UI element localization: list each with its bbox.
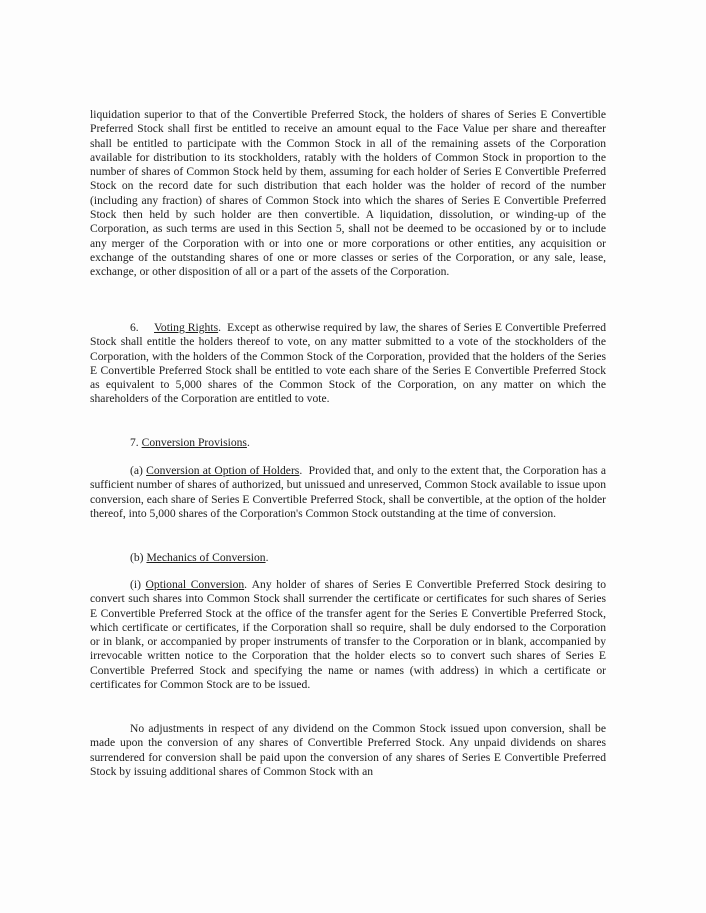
optional-conversion-paragraph [90,578,606,692]
optional-title: Optional Conversion [145,578,245,591]
conversion-option-section [90,464,606,521]
adjustments-text: No adjustments in respect of any dividend on the Common Stock issued upon conversion, shall be made upon the conversion of any shares of Convertible Preferred Stock. Any unpaid dividends on shares surrendered for conversion shall be paid upon the conversion of any shares of Series E Convertible Preferred Stock by issuing additional shares of Common Stock with an [90,722,606,778]
conversion-section-number: 7. [130,436,139,449]
option-title: Conversion at Option of Holders [146,464,300,477]
voting-rights-section [90,321,606,407]
mechanics-heading [90,551,606,565]
voting-rights-text: Except as otherwise required by law, the shares of Series E Convertible Preferred Stock shall entitle the holders thereof to vote, on any matter submitted to a vote of the stockholders of the Corporation, with the holders of the Common Stock of the Corporation, provided that the holders of the Series E Convertible Preferred Stock shall be entitled to vote each share of the Series E Convertible Preferred Stock as equivalent to 5,000 shares of the Common Stock of the Corporation, on any matter on which the shareholders of the Corporation are entitled to vote. [90,321,607,406]
option-title-punct: . [299,464,303,477]
conversion-section-title: Conversion Provisions [141,436,247,449]
mechanics-prefix: (b) [130,551,144,564]
conversion-provisions-heading [90,436,606,450]
mechanics-title: Mechanics of Conversion [146,551,266,564]
option-text: Provided that, and only to the extent that, the Corporation has a sufficient number of shares of authorized, but unissued and unreserved, Common Stock available to issue upon conversion, each share of Series E Convertible Preferred Stock, shall be convertible, at the option of the holder thereof, into 5,000 shares of the Corporation's Common Stock outstanding at the time of conversion. [90,464,607,520]
optional-prefix: (i) [130,578,141,591]
voting-section-title: Voting Rights [154,321,219,334]
optional-text: Any holder of shares of Series E Convertible Preferred Stock desiring to convert such shares into Common Stock shall surrender the certificate or certificates for such shares of Series E Convertible Preferred Stock at the office of the transfer agent for the Series E Convertible Preferred Stock, which certificate or certificates, if the Corporation shall so require, shall be duly endorsed to the Corporation or in blank, or accompanied by proper instruments of transfer to the Corporation or in blank, accompanied by irrevocable written notice to the Corporation that the holder elects so to convert such shares of Series E Convertible Preferred Stock and specifying the name or names (with address) in which a certificate or certificates for Common Stock are to be issued. [90,578,607,692]
adjustments-paragraph [90,722,606,779]
voting-rights-paragraph [90,321,606,407]
conversion-title-punct: . [246,436,250,449]
conversion-option-paragraph [90,464,606,521]
liquidation-text: liquidation superior to that of the Convertible Preferred Stock, the holders of shares of Series E Convertible Preferred Stock shall first be entitled to receive an amount equal to the Face Value per share and thereafter shall be entitled to participate with the Common Stock in all of the remaining assets of the Corporation available for distribution to its stockholders, ratably with the holders of Common Stock in proportion to the number of shares of Common Stock held by them, assuming for each holder of Series E Convertible Preferred Stock on the record date for such distribution that each holder was the holder of record of the number (including any fraction) of shares of Common Stock into which the shares of Series E Convertible Preferred Stock then held by such holder are then convertible. A liquidation, dissolution, or winding-up of the Corporation, as such terms are used in this Section 5, shall not be deemed to be occasioned by or to include any merger of the Corporation with or into one or more corporations or other entities, any acquisition or exchange of the outstanding shares of one or more classes or series of the Corporation, or any sale, lease, exchange, or other disposition of all or a part of the assets of the Corporation. [90,108,606,279]
option-prefix: (a) [130,464,143,477]
optional-conversion-section [90,578,606,692]
mechanics-title-punct: . [265,551,269,564]
optional-title-punct: . [244,578,248,591]
liquidation-paragraph [90,108,606,280]
voting-section-number: 6. [130,321,139,334]
voting-title-punct: . [218,321,221,334]
